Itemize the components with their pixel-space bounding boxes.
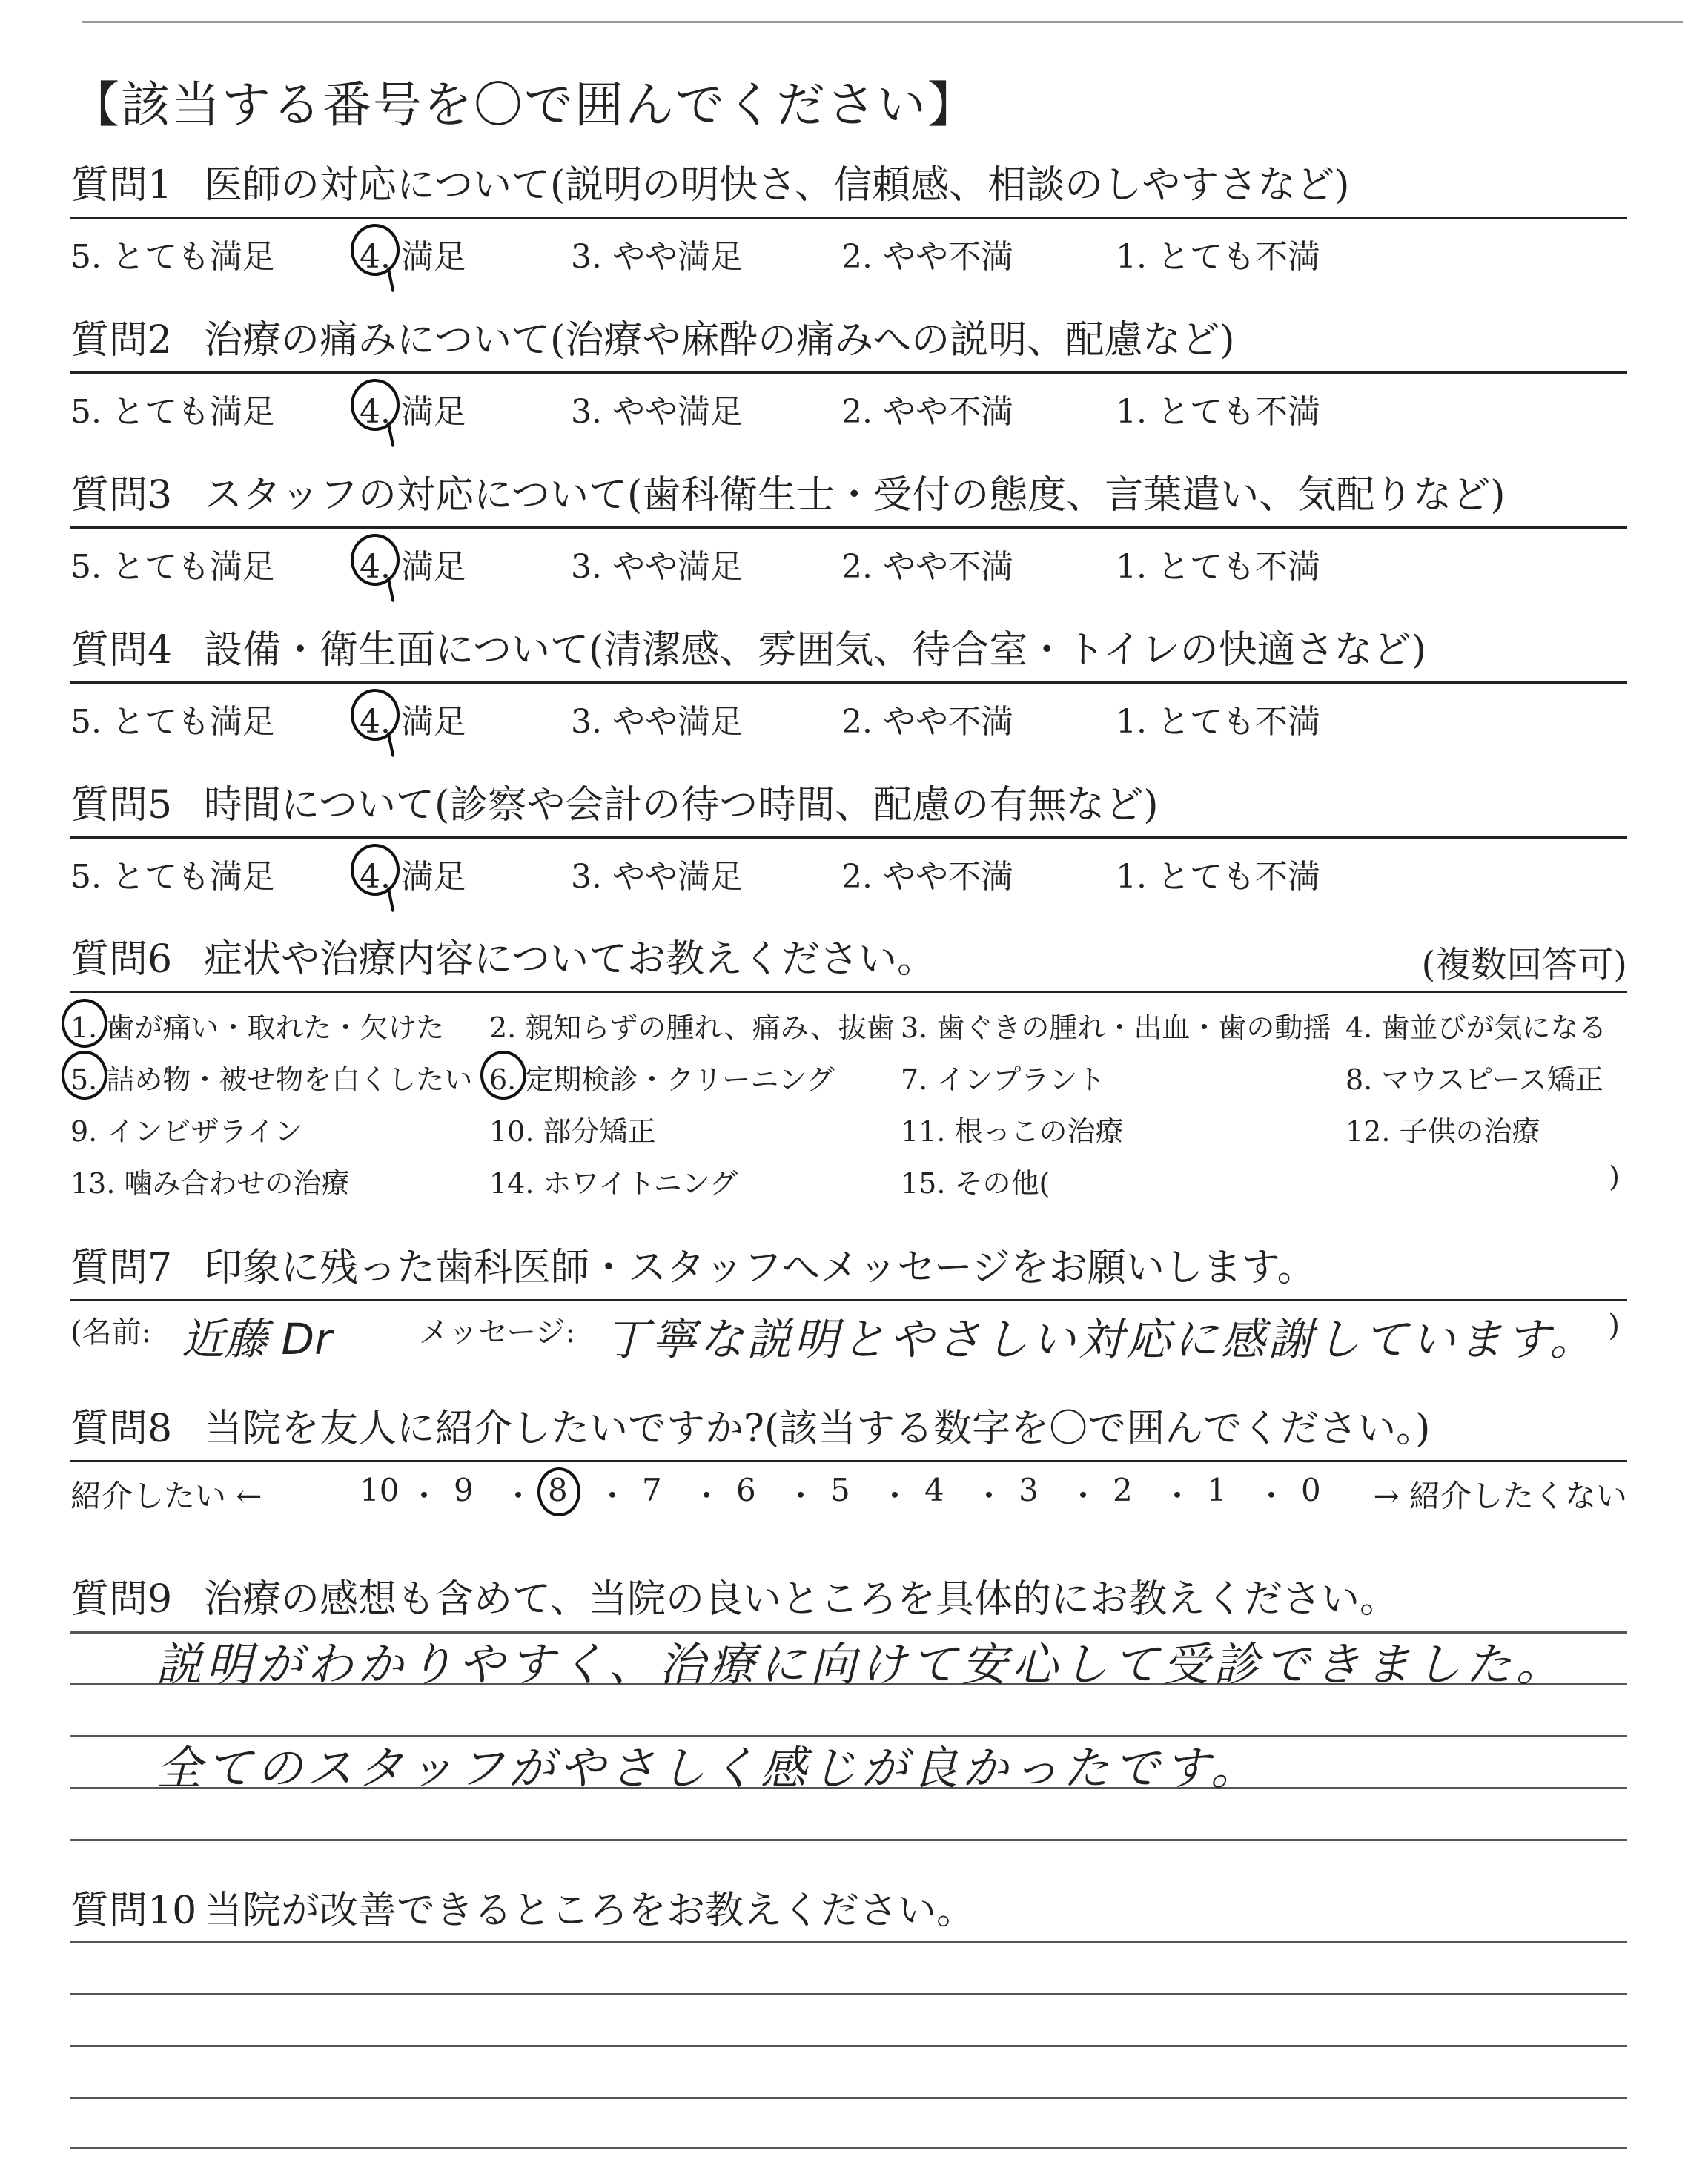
symptom-option[interactable]: 14. ホワイトニング	[489, 1167, 738, 1200]
rating-options	[70, 695, 1627, 739]
question-text: 治療の感想も含めて、当院の良いところを具体的にお教えください。	[204, 1577, 1398, 1622]
scale-value[interactable]: 7	[642, 1472, 662, 1508]
rating-option[interactable]	[70, 385, 275, 432]
rating-option-label: 4. 満足	[360, 548, 466, 586]
rating-options	[70, 230, 1627, 274]
answer-text-2: 全てのスタッフがやさしく感じが良かったです。	[156, 1741, 1262, 1795]
message-label: メッセージ:	[419, 1315, 576, 1350]
scale-separator: ・	[1256, 1478, 1288, 1514]
symptom-option[interactable]: 3. 歯ぐきの腫れ・出血・歯の動揺	[901, 1011, 1331, 1044]
question-9	[70, 1576, 1627, 1623]
question-text: 症状や治療内容についてお教えください。	[204, 937, 936, 982]
question-text: 治療の痛みについて(治療や麻酔の痛みへの説明、配慮など)	[204, 318, 1235, 363]
top-border	[82, 21, 1683, 23]
rating-option[interactable]	[1116, 695, 1320, 742]
question-number: 質問9	[70, 1577, 173, 1622]
scale-right-label: → 紹介したくない	[1373, 1478, 1627, 1514]
answer-line	[70, 2097, 1627, 2099]
message-close: )	[1608, 1309, 1620, 1343]
answer-line	[70, 1993, 1627, 1995]
symptom-option[interactable]: 10. 部分矯正	[489, 1115, 656, 1148]
symptom-option[interactable]: 4. 歯並びが気になる	[1345, 1011, 1607, 1044]
answer-line	[70, 2045, 1627, 2047]
question-text: 設備・衛生面について(清潔感、雰囲気、待合室・トイレの快適さなど)	[204, 628, 1426, 673]
scale-separator: ・	[1162, 1478, 1194, 1514]
question-number: 質問5	[70, 783, 173, 828]
scale-value[interactable]: 6	[736, 1472, 756, 1508]
question-text: 医師の対応について(説明の明快さ、信頼感、相談のしやすさなど)	[204, 163, 1350, 208]
answer-line	[70, 1941, 1627, 1943]
scale-separator: ・	[1068, 1478, 1099, 1514]
question-10	[70, 1887, 1627, 1935]
scale-value[interactable]: 4	[924, 1472, 944, 1508]
question-rule	[70, 371, 1627, 374]
name-label: (名前:	[70, 1315, 152, 1350]
rating-options	[70, 540, 1627, 584]
question-3	[70, 472, 1627, 519]
rating-option[interactable]	[571, 540, 743, 587]
page-heading: 【該当する番号を〇で囲んでください】	[70, 76, 978, 133]
symptom-option[interactable]: 12. 子供の治療	[1345, 1115, 1540, 1148]
selected-circle-mark	[62, 1051, 107, 1100]
question-rule	[70, 1460, 1627, 1462]
rating-option-label: 5. とても満足	[70, 238, 275, 276]
question-text: 時間について(診察や会計の待つ時間、配慮の有無など)	[204, 783, 1159, 828]
question-number: 質問7	[70, 1246, 173, 1290]
rating-option-label: 5. とても満足	[70, 858, 275, 896]
scale-value[interactable]: 8	[548, 1472, 568, 1508]
selected-circle-mark	[351, 689, 400, 741]
scale-separator: ・	[879, 1478, 911, 1514]
selected-circle-mark	[351, 844, 400, 896]
symptom-option[interactable]: 1. 歯が痛い・取れた・欠けた	[70, 1011, 445, 1044]
question-text: 当院が改善できるところをお教えください。	[204, 1889, 976, 1933]
rating-option-label: 2. やや不満	[841, 238, 1013, 276]
rating-option-label: 1. とても不満	[1116, 238, 1320, 276]
rating-option[interactable]	[70, 540, 275, 587]
rating-option-label: 2. やや不満	[841, 858, 1013, 896]
rating-option-label: 4. 満足	[360, 238, 466, 276]
recommend-scale	[70, 1472, 1627, 1524]
question-number: 質問10	[70, 1889, 197, 1933]
rating-option-label: 1. とても不満	[1116, 393, 1320, 431]
rating-option[interactable]	[571, 230, 743, 277]
rating-option-label: 4. 満足	[360, 858, 466, 896]
scale-value[interactable]: 3	[1019, 1472, 1039, 1508]
selected-circle-mark	[62, 999, 107, 1048]
rating-option[interactable]	[70, 230, 275, 277]
rating-option-label: 3. やや満足	[571, 238, 743, 276]
rating-option-label: 3. やや満足	[571, 548, 743, 586]
symptom-option[interactable]: 2. 親知らずの腫れ、痛み、抜歯	[489, 1011, 895, 1044]
question-4	[70, 627, 1627, 674]
rating-option[interactable]	[841, 385, 1013, 432]
selected-circle-mark	[351, 534, 400, 586]
question-6	[70, 936, 1627, 983]
message-value: 丁寧な説明とやさしい対応に感謝しています。	[604, 1314, 1598, 1366]
rating-option[interactable]	[70, 850, 275, 897]
other-close-paren: )	[1609, 1160, 1620, 1193]
scale-value[interactable]: 1	[1207, 1472, 1227, 1508]
rating-option[interactable]	[841, 230, 1013, 277]
rating-options	[70, 850, 1627, 894]
question-7	[70, 1244, 1627, 1292]
rating-option[interactable]	[841, 850, 1013, 897]
rating-option[interactable]	[1116, 385, 1320, 432]
rating-option-label: 4. 満足	[360, 393, 466, 431]
answer-line	[70, 1839, 1627, 1841]
symptom-option[interactable]: 8. マウスピース矯正	[1345, 1063, 1603, 1096]
rating-option[interactable]	[571, 695, 743, 742]
symptom-option[interactable]: 15. その他(	[901, 1167, 1050, 1200]
selected-circle-mark	[537, 1467, 580, 1516]
question-number: 質問2	[70, 318, 173, 363]
question-rule	[70, 991, 1627, 993]
rating-option[interactable]	[1116, 850, 1320, 897]
rating-option[interactable]	[571, 385, 743, 432]
selected-circle-mark	[351, 224, 400, 276]
question-text: スタッフの対応について(歯科衛生士・受付の態度、言葉遣い、気配りなど)	[204, 473, 1506, 518]
message-row	[70, 1309, 1627, 1368]
question-number: 質問3	[70, 473, 173, 518]
scale-value[interactable]: 2	[1113, 1472, 1133, 1508]
rating-option[interactable]	[70, 695, 275, 742]
selected-circle-mark	[480, 1051, 526, 1100]
symptom-options	[70, 1005, 1627, 1205]
rating-options	[70, 385, 1627, 429]
symptom-option[interactable]: 7. インプラント	[901, 1063, 1106, 1096]
rating-option-label: 1. とても不満	[1116, 548, 1320, 586]
rating-option-label: 2. やや不満	[841, 703, 1013, 741]
rating-option-label: 4. 満足	[360, 703, 466, 741]
question-8	[70, 1405, 1627, 1453]
scale-left-label: 紹介したい ←	[70, 1478, 262, 1514]
question-number: 質問1	[70, 163, 173, 208]
rating-option-label: 3. やや満足	[571, 703, 743, 741]
question-rule	[70, 836, 1627, 839]
question-text: 当院を友人に紹介したいですか?(該当する数字を〇で囲んでください。)	[204, 1407, 1431, 1451]
scale-value[interactable]: 0	[1301, 1472, 1321, 1508]
scale-value[interactable]: 5	[830, 1472, 850, 1508]
rating-option-label: 3. やや満足	[571, 393, 743, 431]
multiple-answer-note: (複数回答可)	[1421, 944, 1627, 985]
rating-option-label: 5. とても満足	[70, 393, 275, 431]
question-number: 質問4	[70, 628, 173, 673]
scale-separator: ・	[408, 1478, 440, 1514]
symptom-option[interactable]: 11. 根っこの治療	[901, 1115, 1124, 1148]
symptom-option[interactable]: 13. 噛み合わせの治療	[70, 1167, 350, 1200]
question-rule	[70, 681, 1627, 684]
scale-separator: ・	[973, 1478, 1005, 1514]
rating-option-label: 2. やや不満	[841, 393, 1013, 431]
scale-separator: ・	[785, 1478, 817, 1514]
scale-separator: ・	[503, 1478, 534, 1514]
rating-option[interactable]	[571, 850, 743, 897]
rating-option-label: 1. とても不満	[1116, 858, 1320, 896]
question-number: 質問6	[70, 937, 173, 982]
selected-circle-mark	[351, 379, 400, 431]
rating-option-label: 2. やや不満	[841, 548, 1013, 586]
rating-option-label: 5. とても満足	[70, 548, 275, 586]
question-text: 印象に残った歯科医師・スタッフへメッセージをお願いします。	[204, 1246, 1316, 1290]
name-value: 近藤 Dr	[182, 1314, 332, 1364]
answer-text-1: 説明がわかりやすく、治療に向けて安心して受診できました。	[156, 1637, 1566, 1691]
scale-separator: ・	[691, 1478, 723, 1514]
question-number: 質問8	[70, 1407, 173, 1451]
symptom-option[interactable]: 9. インビザライン	[70, 1115, 303, 1148]
question-rule	[70, 217, 1627, 219]
symptom-option[interactable]: 6. 定期検診・クリーニング	[489, 1063, 835, 1096]
rating-option-label: 1. とても不満	[1116, 703, 1320, 741]
rating-option[interactable]	[841, 540, 1013, 587]
rating-option[interactable]	[841, 695, 1013, 742]
rating-option-label: 3. やや満足	[571, 858, 743, 896]
rating-option-label: 5. とても満足	[70, 703, 275, 741]
scale-value[interactable]: 10	[360, 1472, 400, 1508]
rating-option[interactable]	[1116, 230, 1320, 277]
question-1	[70, 162, 1627, 209]
scale-value[interactable]: 9	[454, 1472, 474, 1508]
question-rule	[70, 1299, 1627, 1301]
question-rule	[70, 526, 1627, 529]
symptom-option[interactable]: 5. 詰め物・被せ物を白くしたい	[70, 1063, 473, 1096]
question-5	[70, 782, 1627, 829]
scale-separator: ・	[597, 1478, 629, 1514]
rating-option[interactable]	[1116, 540, 1320, 587]
answer-line	[70, 2147, 1627, 2149]
question-2	[70, 317, 1627, 364]
